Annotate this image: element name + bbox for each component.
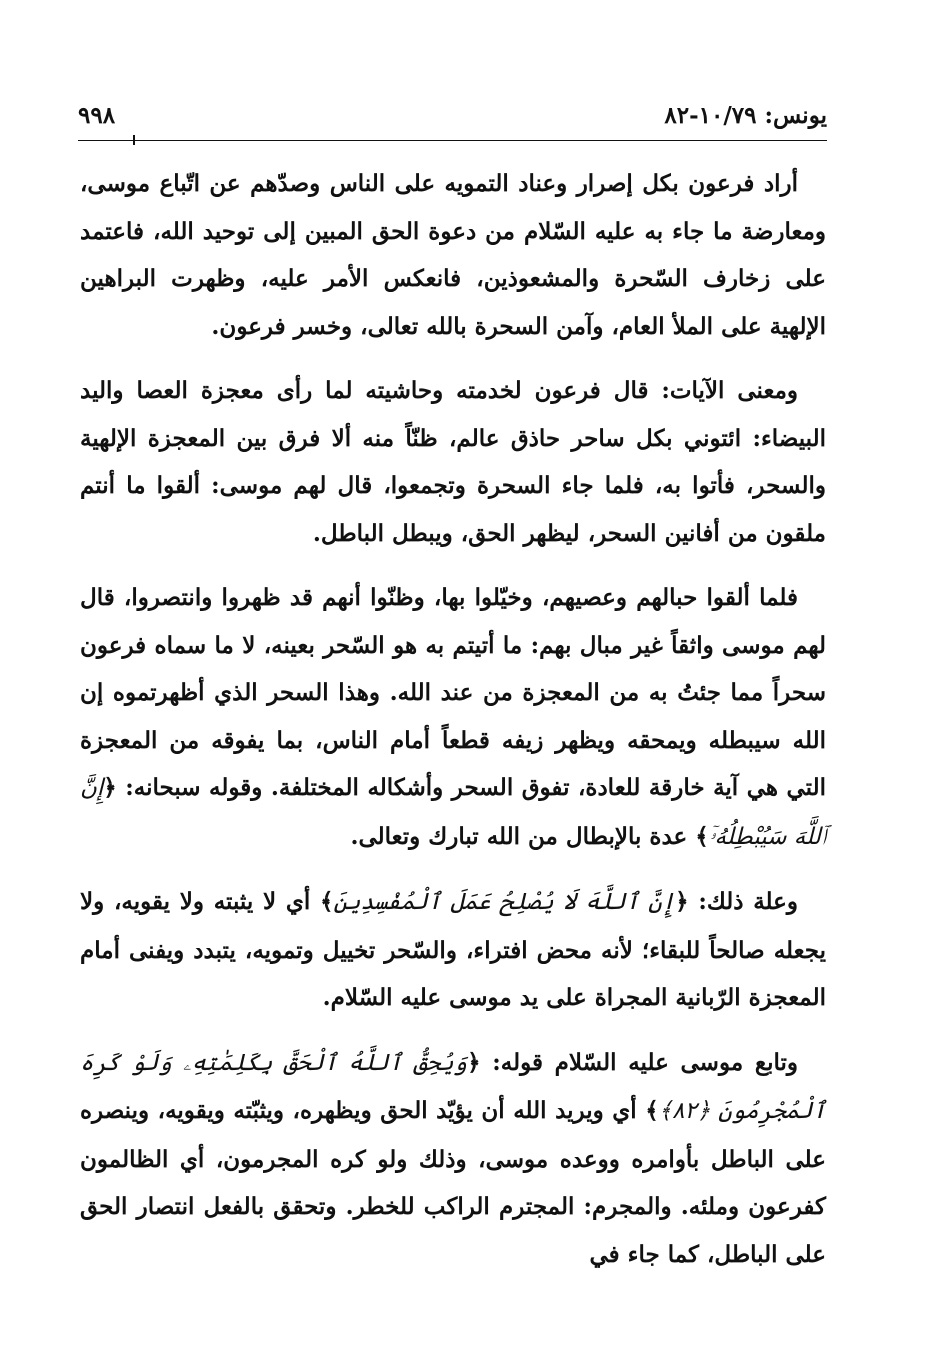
paragraph-text: أي ويريد الله أن يؤيّد الحق ويظهره، ويثبّته ويقويه، وينصره على الباطل بأوامره ووعده موسى، وذلك ولو كره المجرمون، أي الظالمون كفرعون وملئه. والمجرم: المجترم الراكب للخطر. وتحقق بالفعل انتصار الحق على الباطل، كما جاء في	[80, 1097, 826, 1268]
paragraph	[80, 1039, 826, 1279]
page-header	[78, 100, 827, 140]
paragraph-text: فلما ألقوا حبالهم وعصيهم، وخيّلوا بها، وظنّوا أنهم قد ظهروا وانتصروا، قال لهم موسى واثقاً غير مبال بهم: ما أتيتم به هو السّحر بعينه، لا ما سماه فرعون سحراً مما جئتُ به من المعجزة من عند الله. وهذا السحر الذي أظهرتموه إن الله سيبطله ويمحقه ويظهر زيفه قطعاً أمام الناس، بما يفوقه من المعجزة التي هي آية خارقة للعادة، تفوق السحر وأشكاله المختلفة. وقوله سبحانه:	[80, 584, 826, 801]
header-tick-mark	[133, 135, 135, 145]
paragraph-text: وعلة ذلك:	[688, 888, 798, 915]
verse-bracket-close: ﴾	[645, 1097, 659, 1124]
verse-bracket-close: ﴾	[319, 888, 334, 915]
verse-bracket-open: ﴿	[467, 1048, 481, 1076]
quran-verse: إِنَّ ٱللَّهَ سَيُبْطِلُهُۥٓ	[80, 775, 826, 850]
quran-verse: وَيُحِقُّ ٱللَّهُ ٱلْحَقَّ بِكَلِمَٰتِهِۦ وَلَوْ كَرِهَ ٱلْمُجْرِمُونَ ﴿٨٢﴾	[80, 1049, 826, 1124]
header-rule	[78, 140, 827, 141]
page-number: ٩٩٨	[78, 102, 116, 129]
verse-bracket-open: ﴿	[103, 774, 117, 801]
paragraph-text: وتابع موسى عليه السّلام قوله:	[480, 1048, 798, 1076]
paragraph-text: أراد فرعون بكل إصرار وعناد التمويه على الناس وصدّهم عن اتّباع موسى، ومعارضة ما جاء به عليه السّلام من دعوة الحق المبين إلى توحيد الله، فاعتمد على زخارف السّحرة والمشعوذين، فانعكس الأمر عليه، وظهرت البراهين الإلهية على الملأ العام، وآمن السحرة بالله تعالى، وخسر فرعون.	[80, 170, 826, 340]
paragraph-text: أي لا يثبته ولا يقويه، ولا يجعله صالحاً للبقاء؛ لأنه محض افتراء، والسّحر تخييل وتمويه، يتبدد ويفنى أمام المعجزة الرّبانية المجراة على يد موسى عليه السّلام.	[80, 888, 826, 1011]
paragraph-text: ومعنى الآيات: قال فرعون لخدمته وحاشيته لما رأى معجزة العصا واليد البيضاء: ائتوني بكل ساحر حاذق عالم، ظنّاً منه ألا فرق بين المعجزة الإلهية والسحر، فأتوا به، فلما جاء السحرة وتجمعوا، قال لهم موسى: ألقوا ما أنتم ملقون من أفانين السحر، ليظهر الحق، ويبطل الباطل.	[80, 377, 826, 547]
paragraph	[80, 160, 826, 350]
verse-bracket-close: ﴾	[695, 822, 709, 850]
paragraph	[80, 367, 826, 557]
body-text	[80, 160, 826, 1295]
verse-bracket-open: ﴿	[675, 888, 689, 915]
running-head: يونس: ١٠/٧٩-٨٢	[664, 102, 827, 129]
paragraph	[80, 574, 826, 861]
paragraph-text: عدة بالإبطال من الله تبارك وتعالى.	[350, 822, 696, 850]
paragraph	[80, 878, 826, 1022]
quran-verse: إِنَّ ٱللَّهَ لَا يُصْلِحُ عَمَلَ ٱلْمُفْسِدِينَ	[333, 889, 676, 915]
